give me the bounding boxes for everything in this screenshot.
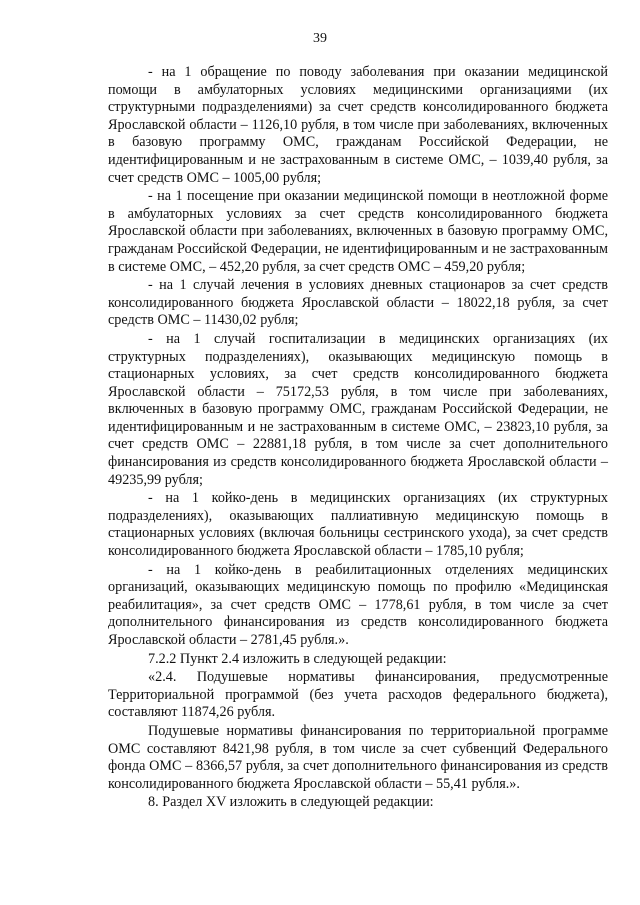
paragraph-day-hospital: - на 1 случай лечения в условиях дневных стационаров за счет средств консолидированного бюджета Ярославской области – 18022,18 рубля, за счет средств ОМС – 11430,02 рубля; — [108, 277, 608, 329]
paragraph-rehabilitation-bed-day: - на 1 койко-день в реабилитационных отделениях медицинских организаций, оказывающих медицинскую помощь по профилю «Медицинская реабилитация», за счет средств ОМС – 1778,61 рубля, в том числе за счет дополнительного финансирования из средств консолидированного бюджета Ярославской области – 2781,45 рубля.». — [108, 561, 608, 648]
document-body — [108, 64, 608, 813]
paragraph-emergency-visit: - на 1 посещение при оказании медицинской помощи в неотложной форме в амбулаторных условиях за счет средств консолидированного бюджета Ярославской области при заболеваниях, включенных в базовую программу ОМС, гражданам Российской Федерации, не идентифицированным и не застрахованным в системе ОМС, – 452,20 рубля, за счет средств ОМС – 459,20 рубля; — [108, 188, 608, 275]
paragraph-clause-2-4: «2.4. Подушевые нормативы финансирования, предусмотренные Территориальной программой (без учета расходов федерального бюджета), составляют 11874,26 рубля. — [108, 669, 608, 721]
paragraph-oms-per-capita: Подушевые нормативы финансирования по территориальной программе ОМС составляют 8421,98 рубля, в том числе за счет субвенций Федерального фонда ОМС – 8366,57 рубля, за счет дополнительного финансирования из средств консолидированного бюджета Ярославской области – 55,41 рубля.». — [108, 722, 608, 792]
paragraph-outpatient-visit: - на 1 обращение по поводу заболевания при оказании медицинской помощи в амбулаторных условиях медицинскими организациями (их структурными подразделениями) за счет средств консолидированного бюджета Ярославской области – 1126,10 рубля, в том числе при заболеваниях, включенных в базовую программу ОМС, гражданам Российской Федерации, не идентифицированным и не застрахованным в системе ОМС, – 1039,40 рубля, за счет средств ОМС – 1005,00 рубля; — [108, 64, 608, 186]
paragraph-palliative-bed-day: - на 1 койко-день в медицинских организациях (их структурных подразделениях), оказывающих паллиативную медицинскую помощь в стационарных условиях (включая больницы сестринского ухода), за счет средств консолидированного бюджета Ярославской области – 1785,10 рубля; — [108, 490, 608, 560]
paragraph-clause-7-2-2: 7.2.2 Пункт 2.4 изложить в следующей редакции: — [148, 650, 447, 667]
paragraph-hospitalization: - на 1 случай госпитализации в медицинских организациях (их структурных подразделениях), оказывающих медицинскую помощь в стационарных условиях, за счет средств консолидированного бюджета Ярославской области – 75172,53 рубля, в том числе при заболеваниях, включенных в базовую программу ОМС, гражданам Российской Федерации, не идентифицированным и не застрахованным в системе ОМС, – 23823,10 рубля, за счет средств ОМС – 22881,18 рубля, в том числе за счет дополнительного финансирования из средств консолидированного бюджета Ярославской области – 49235,99 рубля; — [108, 330, 608, 488]
page-number: 39 — [313, 31, 327, 46]
paragraph-section-xv: 8. Раздел XV изложить в следующей редакции: — [148, 794, 434, 811]
